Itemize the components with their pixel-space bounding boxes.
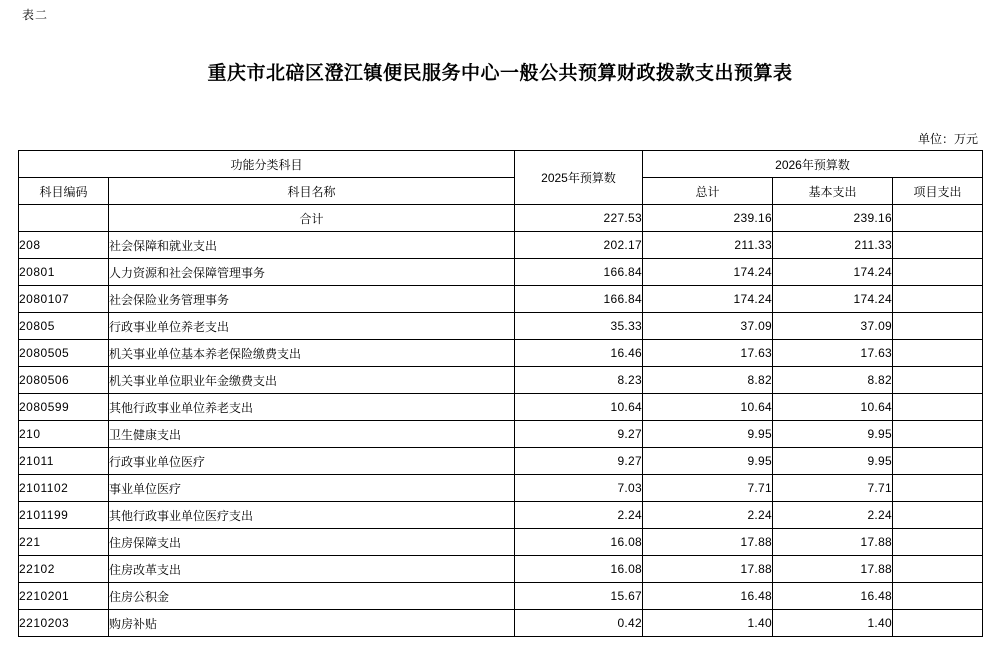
unit-note: 单位：万元	[917, 132, 978, 146]
cell-project	[893, 286, 983, 313]
table-row	[19, 448, 983, 475]
cell-code: 22102	[19, 556, 109, 583]
cell-code: 2210203	[19, 610, 109, 637]
header-basic-expenditure: 基本支出	[773, 178, 893, 205]
cell-total: 174.24	[643, 286, 773, 313]
table-body	[19, 205, 983, 637]
table-row	[19, 367, 983, 394]
cell-name: 住房保障支出	[109, 529, 515, 556]
table-header-row-2	[19, 178, 983, 205]
table-row	[19, 583, 983, 610]
table-row	[19, 529, 983, 556]
cell-name: 其他行政事业单位医疗支出	[109, 502, 515, 529]
cell-project	[893, 313, 983, 340]
cell-total: 17.88	[643, 529, 773, 556]
cell-total: 17.88	[643, 556, 773, 583]
cell-basic: 37.09	[773, 313, 893, 340]
cell-total: 9.95	[643, 448, 773, 475]
cell-basic: 1.40	[773, 610, 893, 637]
cell-name: 住房改革支出	[109, 556, 515, 583]
cell-total: 8.82	[643, 367, 773, 394]
cell-project	[893, 205, 983, 232]
cell-name: 人力资源和社会保障管理事务	[109, 259, 515, 286]
cell-name: 卫生健康支出	[109, 421, 515, 448]
cell-total: 7.71	[643, 475, 773, 502]
cell-basic: 17.88	[773, 529, 893, 556]
cell-basic: 174.24	[773, 286, 893, 313]
cell-2025: 8.23	[515, 367, 643, 394]
cell-code: 21011	[19, 448, 109, 475]
cell-basic: 239.16	[773, 205, 893, 232]
cell-2025: 16.08	[515, 529, 643, 556]
header-subject-name: 科目名称	[109, 178, 515, 205]
budget-table	[18, 150, 983, 637]
table-row	[19, 502, 983, 529]
cell-project	[893, 367, 983, 394]
cell-name: 社会保险业务管理事务	[109, 286, 515, 313]
cell-2025: 166.84	[515, 259, 643, 286]
table-row	[19, 286, 983, 313]
table-row-total	[19, 205, 983, 232]
cell-basic: 9.95	[773, 421, 893, 448]
cell-2025: 35.33	[515, 313, 643, 340]
table-row	[19, 232, 983, 259]
table-row	[19, 259, 983, 286]
cell-2025: 16.46	[515, 340, 643, 367]
cell-project	[893, 556, 983, 583]
cell-project	[893, 610, 983, 637]
cell-code: 2080599	[19, 394, 109, 421]
cell-name: 住房公积金	[109, 583, 515, 610]
cell-total: 239.16	[643, 205, 773, 232]
header-subject-code: 科目编码	[19, 178, 109, 205]
cell-code: 2080107	[19, 286, 109, 313]
cell-name: 行政事业单位养老支出	[109, 313, 515, 340]
cell-name: 其他行政事业单位养老支出	[109, 394, 515, 421]
cell-code: 2101102	[19, 475, 109, 502]
cell-total: 16.48	[643, 583, 773, 610]
cell-project	[893, 259, 983, 286]
cell-code: 2080505	[19, 340, 109, 367]
cell-name: 机关事业单位基本养老保险缴费支出	[109, 340, 515, 367]
cell-total: 9.95	[643, 421, 773, 448]
table-row	[19, 610, 983, 637]
cell-code: 2101199	[19, 502, 109, 529]
cell-total: 2.24	[643, 502, 773, 529]
cell-code: 210	[19, 421, 109, 448]
cell-2025: 15.67	[515, 583, 643, 610]
header-total: 总计	[643, 178, 773, 205]
cell-project	[893, 502, 983, 529]
cell-code	[19, 205, 109, 232]
cell-project	[893, 232, 983, 259]
cell-name: 合计	[109, 205, 515, 232]
cell-project	[893, 529, 983, 556]
cell-basic: 9.95	[773, 448, 893, 475]
cell-basic: 8.82	[773, 367, 893, 394]
cell-2025: 166.84	[515, 286, 643, 313]
cell-basic: 211.33	[773, 232, 893, 259]
cell-name: 机关事业单位职业年金缴费支出	[109, 367, 515, 394]
cell-basic: 2.24	[773, 502, 893, 529]
cell-project	[893, 448, 983, 475]
cell-name: 购房补贴	[109, 610, 515, 637]
table-row	[19, 556, 983, 583]
cell-total: 174.24	[643, 259, 773, 286]
cell-total: 37.09	[643, 313, 773, 340]
table-row	[19, 475, 983, 502]
cell-2025: 10.64	[515, 394, 643, 421]
cell-total: 17.63	[643, 340, 773, 367]
cell-project	[893, 340, 983, 367]
cell-2025: 202.17	[515, 232, 643, 259]
cell-project	[893, 583, 983, 610]
cell-2025: 7.03	[515, 475, 643, 502]
cell-basic: 174.24	[773, 259, 893, 286]
cell-basic: 17.63	[773, 340, 893, 367]
cell-name: 行政事业单位医疗	[109, 448, 515, 475]
cell-basic: 17.88	[773, 556, 893, 583]
cell-2025: 9.27	[515, 448, 643, 475]
cell-code: 2080506	[19, 367, 109, 394]
cell-code: 221	[19, 529, 109, 556]
cell-2025: 16.08	[515, 556, 643, 583]
cell-2025: 0.42	[515, 610, 643, 637]
cell-project	[893, 394, 983, 421]
cell-basic: 16.48	[773, 583, 893, 610]
cell-code: 2210201	[19, 583, 109, 610]
header-function-group: 功能分类科目	[19, 151, 515, 178]
table-row	[19, 421, 983, 448]
cell-total: 1.40	[643, 610, 773, 637]
sheet-label: 表二	[22, 8, 49, 22]
cell-total: 10.64	[643, 394, 773, 421]
cell-name: 社会保障和就业支出	[109, 232, 515, 259]
header-project-expenditure: 项目支出	[893, 178, 983, 205]
cell-project	[893, 421, 983, 448]
cell-name: 事业单位医疗	[109, 475, 515, 502]
cell-2025: 227.53	[515, 205, 643, 232]
header-2025-budget: 2025年预算数	[515, 151, 643, 205]
cell-code: 20801	[19, 259, 109, 286]
cell-2025: 2.24	[515, 502, 643, 529]
table-header-row-1	[19, 151, 983, 178]
table-row	[19, 340, 983, 367]
cell-2025: 9.27	[515, 421, 643, 448]
cell-total: 211.33	[643, 232, 773, 259]
cell-code: 20805	[19, 313, 109, 340]
cell-project	[893, 475, 983, 502]
cell-basic: 7.71	[773, 475, 893, 502]
cell-code: 208	[19, 232, 109, 259]
page-title: 重庆市北碚区澄江镇便民服务中心一般公共预算财政拨款支出预算表	[207, 63, 793, 84]
table-row	[19, 313, 983, 340]
table-row	[19, 394, 983, 421]
cell-basic: 10.64	[773, 394, 893, 421]
header-2026-group: 2026年预算数	[643, 151, 983, 178]
